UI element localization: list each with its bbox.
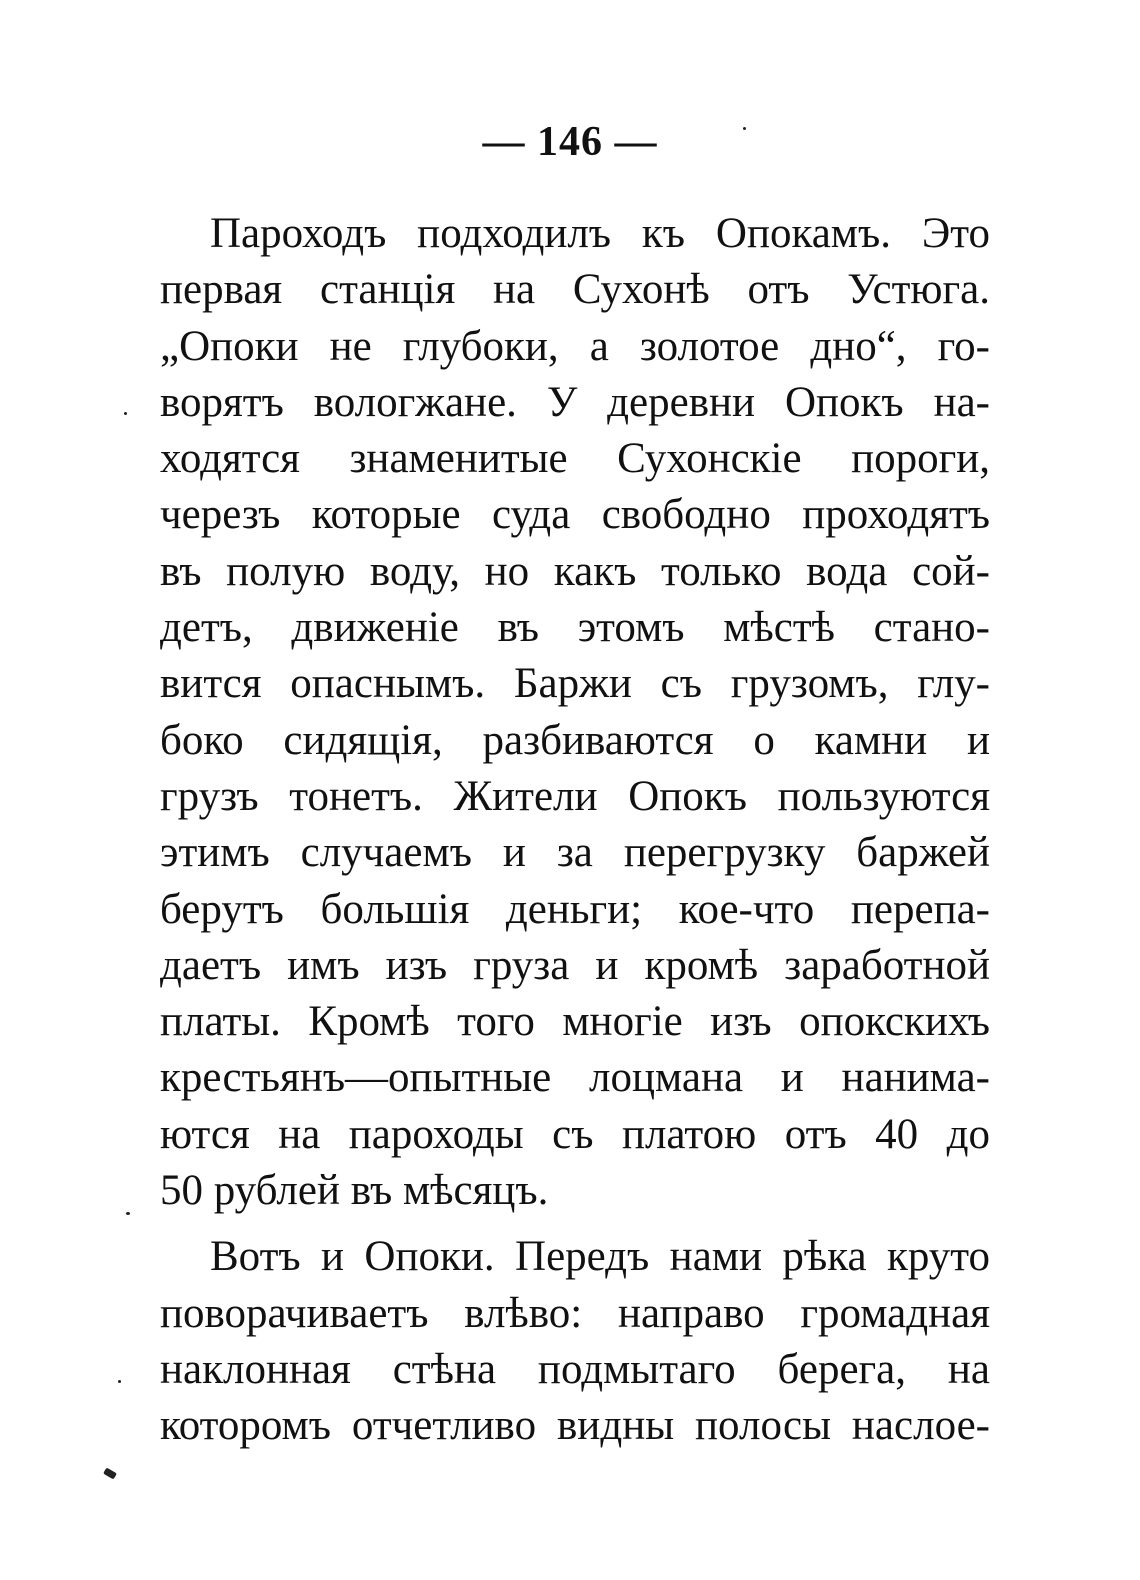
scan-speck: [103, 1467, 117, 1479]
paragraph-1: [160, 206, 990, 1219]
text-line: платы. Кромѣ того многіе изъ опокскихъ: [160, 998, 990, 1046]
text-line: этимъ случаемъ и за перегрузку баржей: [160, 829, 990, 877]
paragraph-gap: [160, 1219, 990, 1229]
text-line: ворятъ вологжане. У деревни Опокъ на-: [160, 378, 990, 426]
text-line: въ полую воду, но какъ только вода сой-: [160, 547, 990, 595]
text-line: первая станція на Сухонѣ отъ Устюга.: [160, 266, 990, 314]
text-line: „Опоки не глубоки, а золотое дно“, го-: [160, 322, 990, 370]
scan-speck: [118, 1380, 121, 1383]
text-line: детъ, движеніе въ этомъ мѣстѣ стано-: [160, 604, 990, 652]
text-line: наклонная стѣна подмытаго берега, на: [160, 1345, 990, 1393]
text-line: которомъ отчетливо видны полосы наслое-: [160, 1402, 990, 1450]
scan-speck: [126, 1212, 130, 1215]
text-line: грузъ тонетъ. Жители Опокъ пользуются: [160, 772, 990, 820]
text-line: Вотъ и Опоки. Передъ нами рѣка круто: [210, 1233, 990, 1281]
text-line: боко сидящія, разбиваются о камни и: [160, 716, 990, 764]
text-line: 50 рублей въ мѣсяцъ.: [160, 1167, 549, 1215]
text-line: вится опаснымъ. Баржи съ грузомъ, глу-: [160, 660, 990, 708]
text-line: поворачиваетъ влѣво: направо громадная: [160, 1289, 990, 1337]
body-text: [160, 206, 990, 1455]
text-line: Пароходъ подходилъ къ Опокамъ. Это: [210, 210, 990, 257]
page-number: — 146 —: [482, 119, 658, 165]
text-line: ходятся знаменитые Сухонскіе пороги,: [160, 435, 990, 483]
scan-speck: [743, 127, 746, 130]
text-line: крестьянъ—опытные лоцмана и нанима-: [160, 1054, 990, 1102]
text-line: черезъ которые суда свободно проходятъ: [160, 491, 990, 539]
scan-speck: [124, 412, 127, 415]
text-line: берутъ большія деньги; кое-что перепа-: [160, 885, 990, 933]
text-line: даетъ имъ изъ груза и кромѣ заработной: [160, 941, 990, 989]
paragraph-2: [160, 1229, 990, 1454]
text-line: ются на пароходы съ платою отъ 40 до: [160, 1110, 990, 1158]
